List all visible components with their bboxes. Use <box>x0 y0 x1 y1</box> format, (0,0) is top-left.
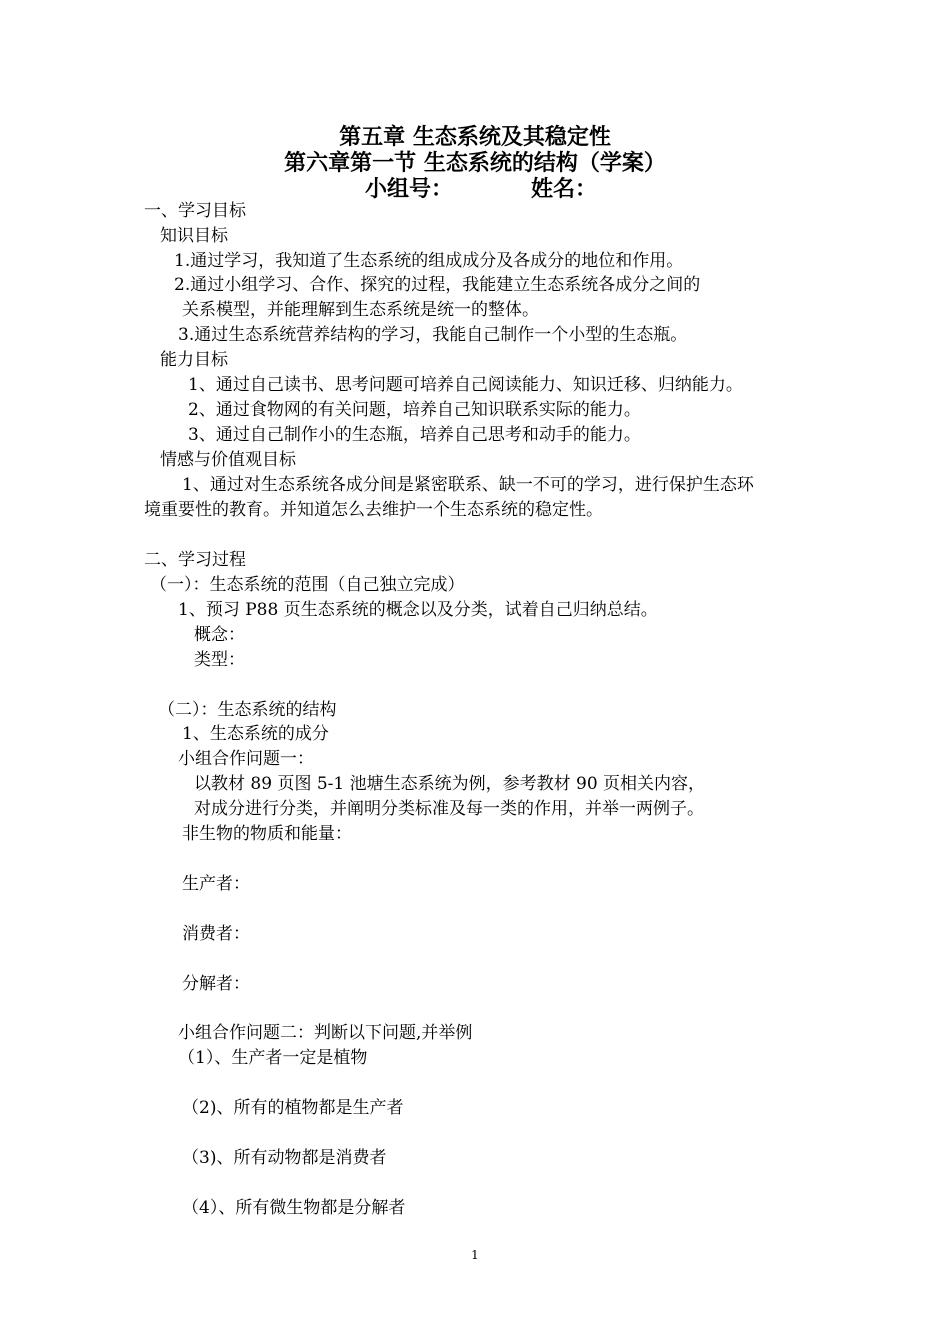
concept-label: 概念： <box>194 625 245 645</box>
knowledge-goal-2-cont: 关系模型，并能理解到生态系统是统一的整体。 <box>182 300 539 320</box>
heading-learning-process: 二、学习过程 <box>144 550 246 570</box>
ability-goal-1: 1、通过自己读书、思考问题可培养自己阅读能力、知识迁移、归纳能力。 <box>188 375 743 395</box>
student-info-line <box>0 176 950 202</box>
ability-goal-2: 2、通过食物网的有关问题，培养自己知识联系实际的能力。 <box>188 400 641 420</box>
judge-item-4: （4）、所有微生物都是分解者 <box>182 1198 406 1218</box>
preview-task: 1、预习 P88 页生态系统的概念以及分类，试着自己归纳总结。 <box>178 600 658 620</box>
section-title: 第六章第一节 生态系统的结构（学案） <box>284 150 666 176</box>
producer-label: 生产者： <box>182 874 250 894</box>
subheading-knowledge-goals: 知识目标 <box>160 226 228 246</box>
type-label: 类型： <box>194 650 245 670</box>
components-heading: 1、生态系统的成分 <box>182 724 329 744</box>
student-name-label: 姓名： <box>531 176 598 202</box>
part-one-heading: （一）：生态系统的范围（自己独立完成） <box>150 575 465 595</box>
group-question-2: 小组合作问题二：判断以下问题,并举例 <box>178 1023 473 1043</box>
knowledge-goal-2: 2.通过小组学习、合作、探究的过程，我能建立生态系统各成分之间的 <box>174 275 701 295</box>
knowledge-goal-3: 3.通过生态系统营养结构的学习，我能自己制作一个小型的生态瓶。 <box>178 325 688 345</box>
group-question-1: 小组合作问题一： <box>178 749 314 769</box>
judge-item-2: （2)、所有的植物都是生产者 <box>182 1098 404 1118</box>
part-two-heading: （二）：生态系统的结构 <box>158 700 337 720</box>
heading-learning-goals: 一、学习目标 <box>144 201 246 221</box>
page-number: 1 <box>471 1248 479 1262</box>
question-1-text-cont: 对成分进行分类，并阐明分类标准及每一类的作用，并举一两例子。 <box>194 799 704 819</box>
consumer-label: 消费者： <box>182 924 250 944</box>
values-goal-1: 1、通过对生态系统各成分间是紧密联系、缺一不可的学习，进行保护生态环 <box>182 475 754 495</box>
judge-item-1: （1）、生产者一定是植物 <box>178 1048 368 1068</box>
decomposer-label: 分解者： <box>182 974 250 994</box>
question-1-text: 以教材 89 页图 5-1 池塘生态系统为例，参考教材 90 页相关内容， <box>194 774 706 794</box>
values-goal-1-cont: 境重要性的教育。并知道怎么去维护一个生态系统的稳定性。 <box>144 500 603 520</box>
chapter-title: 第五章 生态系统及其稳定性 <box>339 124 611 150</box>
subheading-values-goals: 情感与价值观目标 <box>160 450 296 470</box>
ability-goal-3: 3、通过自己制作小的生态瓶，培养自己思考和动手的能力。 <box>188 425 641 445</box>
abiotic-label: 非生物的物质和能量： <box>182 824 352 844</box>
judge-item-3: （3)、所有动物都是消费者 <box>182 1148 387 1168</box>
subheading-ability-goals: 能力目标 <box>160 350 228 370</box>
knowledge-goal-1: 1.通过学习，我知道了生态系统的组成成分及各成分的地位和作用。 <box>174 251 684 271</box>
group-number-label: 小组号： <box>364 176 453 202</box>
